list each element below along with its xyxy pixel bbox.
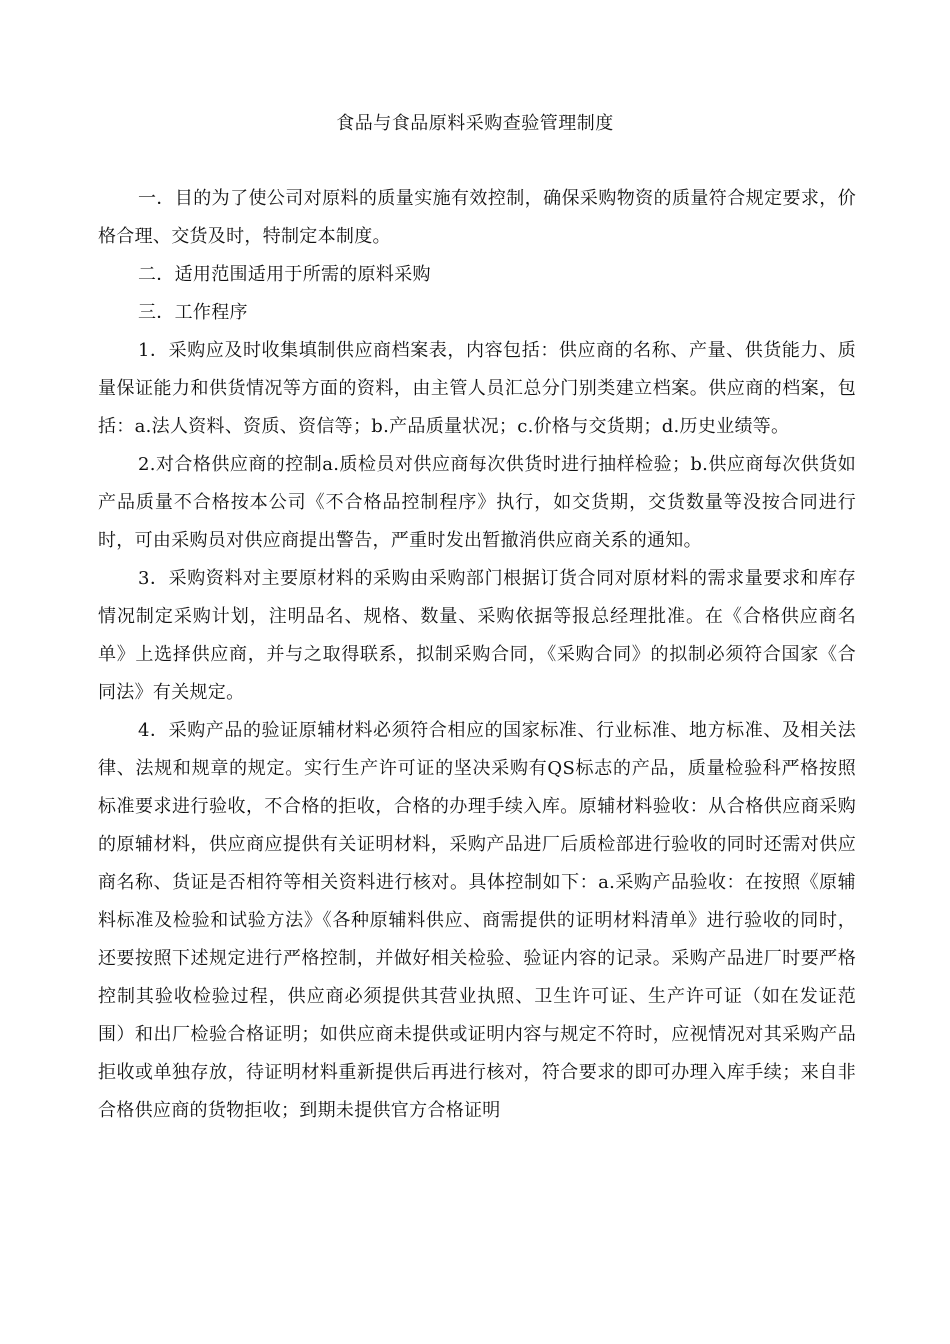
paragraph-procedure-heading: 三．工作程序	[138, 302, 248, 323]
paragraph-product-verification: 4．采购产品的验证原辅材料必须符合相应的国家标准、行业标准、地方标准、及相关法律、法规和规章的规定。实行生产许可证的坚决采购有QS标志的产品，质量检验科严格按照标准要求进行验收，不合格的拒收，合格的办理手续入库。原辅材料验收：从合格供应商采购的原辅材料，供应商应提供有关证明材料，采购产品进厂后质检部进行验收的同时还需对供应商名称、货证是否相符等相关资料进行核对。具体控制如下：a.采购产品验收：在按照《原辅料标准及检验和试验方法》《各种原辅料供应、商需提供的证明材料清单》进行验收的同时，还要按照下述规定进行严格控制，并做好相关检验、验证内容的记录。采购产品进厂时要严格控制其验收检验过程，供应商必须提供其营业执照、卫生许可证、生产许可证（如在发证范围）和出厂检验合格证明；如供应商未提供或证明内容与规定不符时，应视情况对其采购产品拒收或单独存放，待证明材料重新提供后再进行核对，符合要求的即可办理入库手续；来自非合格供应商的货物拒收；到期未提供官方合格证明	[98, 720, 856, 1121]
document-body	[98, 180, 856, 1130]
paragraph-scope: 二．适用范围适用于所需的原料采购	[138, 264, 431, 285]
paragraph-purpose: 一．目的为了使公司对原料的质量实施有效控制，确保采购物资的质量符合规定要求，价格合理、交货及时，特制定本制度。	[98, 188, 856, 247]
paragraph-supplier-records: 1．采购应及时收集填制供应商档案表，内容包括：供应商的名称、产量、供货能力、质量保证能力和供货情况等方面的资料，由主管人员汇总分门别类建立档案。供应商的档案，包括：a.法人资料、资质、资信等；b.产品质量状况；c.价格与交货期；d.历史业绩等。	[98, 340, 856, 437]
document-title: 食品与食品原料采购查验管理制度	[336, 113, 614, 134]
paragraph-supplier-control: 2.对合格供应商的控制a.质检员对供应商每次供货时进行抽样检验；b.供应商每次供货如产品质量不合格按本公司《不合格品控制程序》执行，如交货期，交货数量等没按合同进行时，可由采购员对供应商提出警告，严重时发出暂撤消供应商关系的通知。	[98, 454, 856, 551]
paragraph-purchase-data: 3．采购资料对主要原材料的采购由采购部门根据订货合同对原材料的需求量要求和库存情况制定采购计划，注明品名、规格、数量、采购依据等报总经理批准。在《合格供应商名单》上选择供应商，并与之取得联系，拟制采购合同，《采购合同》的拟制必须符合国家《合同法》有关规定。	[98, 568, 856, 703]
